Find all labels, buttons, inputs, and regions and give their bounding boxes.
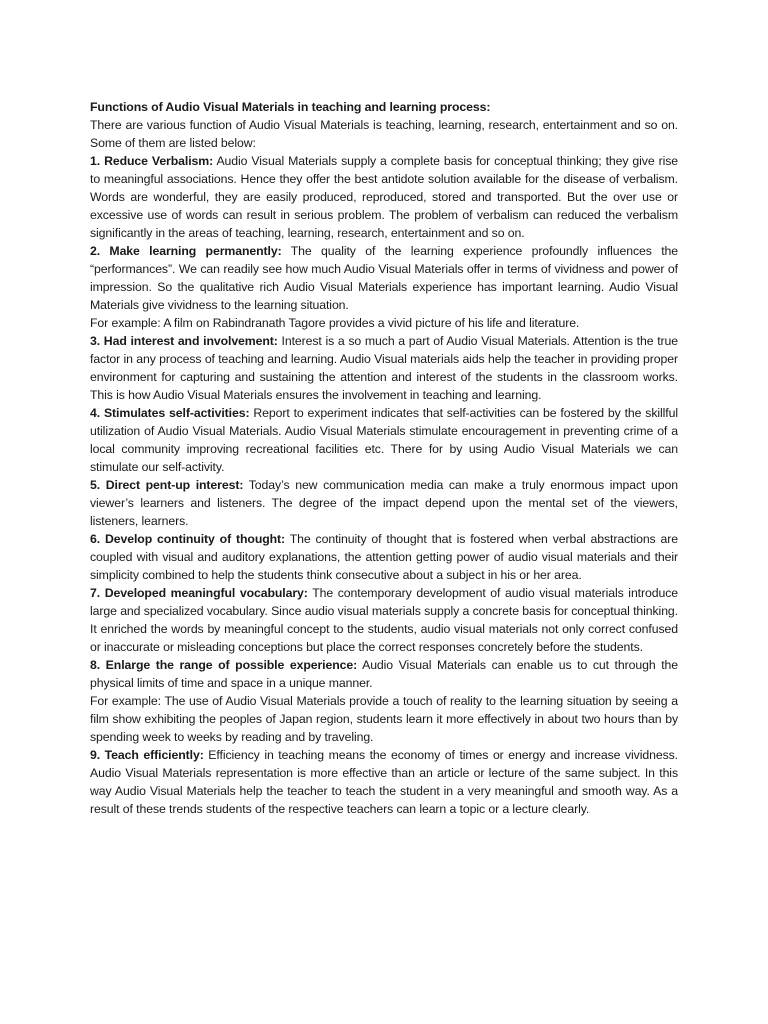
section-3 <box>90 332 678 404</box>
section-heading: 7. Developed meaningful vocabulary: <box>90 586 308 600</box>
section-8 <box>90 656 678 692</box>
section-body: Report to experiment indicates that self-activities can be fostered by the skillful utilization of Audio Visual Materials. Audio Visual Materials stimulate encouragement in preventing crime of a local community improving recreational facilities etc. There for by using Audio Visual Materials we can stimulate our self-activity. <box>90 406 678 474</box>
section-body: Today’s new communication media can make a truly enormous impact upon viewer’s learners and listeners. The degree of the impact depend upon the mental set of the viewers, listeners, learners. <box>90 478 678 528</box>
section-body: The continuity of thought that is fostered when verbal abstractions are coupled with visual and auditory explanations, the attention getting power of audio visual materials and their simplicity combined to help the students think consecutive about a subject in his or her area. <box>90 532 678 582</box>
document-title: Functions of Audio Visual Materials in teaching and learning process: <box>90 100 491 114</box>
document-page <box>90 98 678 818</box>
section-7 <box>90 584 678 656</box>
section-8-example: For example: The use of Audio Visual Materials provide a touch of reality to the learning situation by seeing a film show exhibiting the peoples of Japan region, students learn it more effectively in about two hours than by spending week to weeks by reading and by traveling. <box>90 694 678 744</box>
section-heading: 1. Reduce Verbalism: <box>90 154 214 168</box>
section-body: Audio Visual Materials supply a complete basis for conceptual thinking; they give rise to meaningful associations. Hence they offer the best antidote solution available for the disease of verbalism. Words are wonderful, they are easily produced, reproduced, stored and transported. But the over use or excessive use of words can result in serious problem. The problem of verbalism can reduced the verbalism significantly in the areas of teaching, learning, research, entertainment and so on. <box>90 154 679 240</box>
section-body: Interest is a so much a part of Audio Visual Materials. Attention is the true factor in any process of teaching and learning. Audio Visual materials aids help the teacher in providing proper environment for capturing and sustaining the attention and interest of the students in the classroom works. This is how Audio Visual Materials ensures the involvement in teaching and learning. <box>90 334 678 402</box>
section-body: Efficiency in teaching means the economy of times or energy and increase vividness. Audio Visual Materials representation is more effective than an article or lecture of the same subject. In this way Audio Visual Materials help the teacher to teach the student in a very meaningful and smooth way. As a result of these trends students of the respective teachers can learn a topic or a lecture clearly. <box>90 748 678 816</box>
section-body: Audio Visual Materials can enable us to cut through the physical limits of time and space in a unique manner. <box>90 658 678 690</box>
section-4 <box>90 404 678 476</box>
section-5 <box>90 476 678 530</box>
section-body: The contemporary development of audio visual materials introduce large and specialized vocabulary. Since audio visual materials supply a concrete basis for conceptual thinking. It enriched the words by meaningful concept to the students, audio visual materials not only correct confused or inaccurate or misleading conceptions but place the correct responses concretely before the students. <box>90 586 678 654</box>
section-6 <box>90 530 678 584</box>
section-1 <box>90 152 678 242</box>
section-heading: 5. Direct pent-up interest: <box>90 478 244 492</box>
intro-paragraph: There are various function of Audio Visual Materials is teaching, learning, research, entertainment and so on. Some of them are listed below: <box>90 118 678 150</box>
section-body: The quality of the learning experience profoundly influences the “performances”. We can readily see how much Audio Visual Materials offer in terms of vividness and power of impression. So the qualitative rich Audio Visual Materials experience has important learning. Audio Visual Materials give vividness to the learning situation. <box>90 244 678 312</box>
section-9 <box>90 746 678 818</box>
section-heading: 8. Enlarge the range of possible experience: <box>90 658 358 672</box>
section-heading: 4. Stimulates self-activities: <box>90 406 250 420</box>
section-heading: 3. Had interest and involvement: <box>90 334 278 348</box>
section-2-example: For example: A film on Rabindranath Tagore provides a vivid picture of his life and literature. <box>90 316 580 330</box>
section-heading: 2. Make learning permanently: <box>90 244 282 258</box>
section-heading: 9. Teach efficiently: <box>90 748 204 762</box>
section-2 <box>90 242 678 314</box>
section-heading: 6. Develop continuity of thought: <box>90 532 286 546</box>
